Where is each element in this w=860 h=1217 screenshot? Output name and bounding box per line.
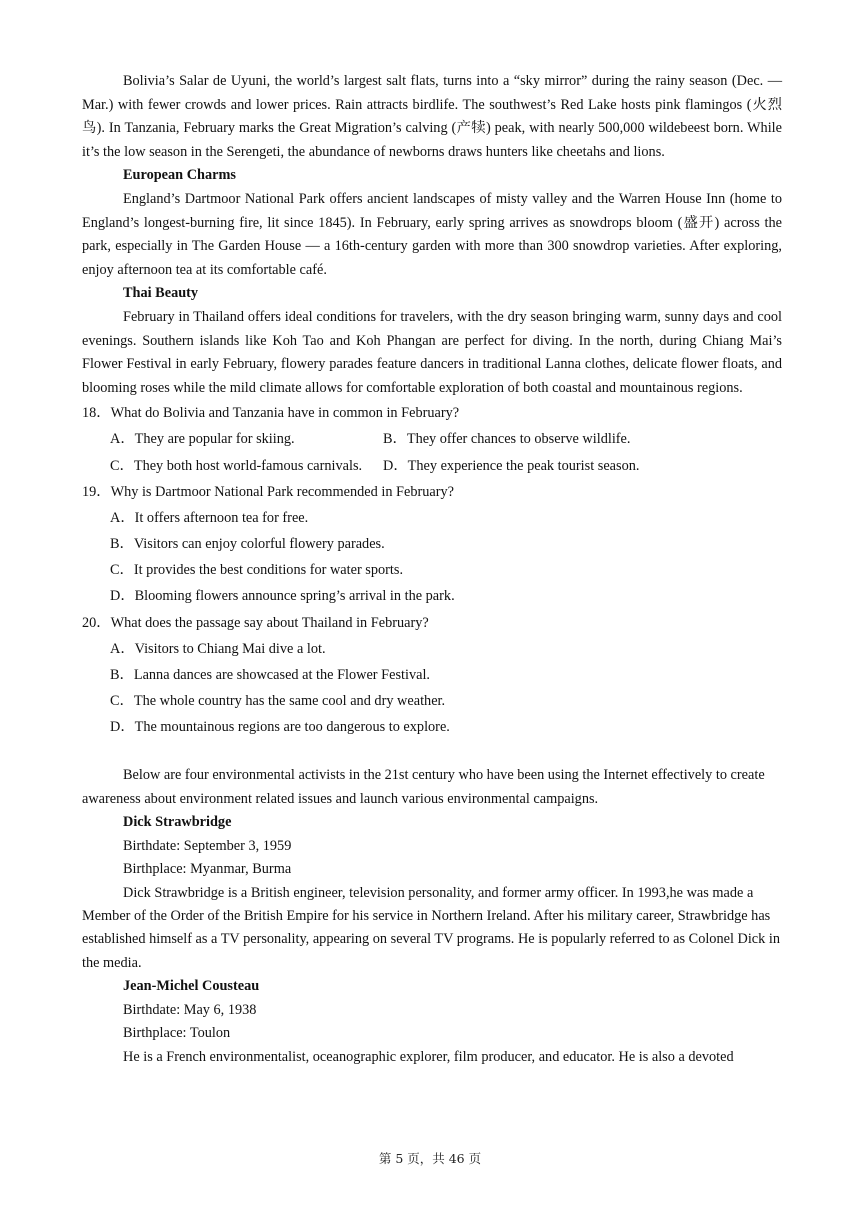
passage-paragraph: England’s Dartmoor National Park offers ancient landscapes of misty valley and the Warren House Inn (home to England’s longest-burning fire, lit since 1845). In February, early spring arrives as snowdrops bloom (盛开) across the park, especially in The Garden House — a 16th-century garden with more than 300 snowdrop varieties. After exploring, enjoy afternoon tea at its comfortable café.: [82, 190, 782, 278]
person-birthplace: Birthplace: Myanmar, Burma: [123, 861, 292, 878]
option-b: B．They offer chances to observe wildlife.: [383, 431, 631, 448]
person-birthdate: Birthdate: May 6, 1938: [123, 1001, 257, 1018]
option-a: A．Visitors to Chiang Mai dive a lot.: [110, 640, 326, 657]
option-c: C．The whole country has the same cool and dry weather.: [110, 692, 446, 709]
question-18-options-row: [110, 426, 782, 452]
person-description: He is a French environmentalist, oceanographic explorer, film producer, and educator. He is also a devoted: [123, 1048, 734, 1065]
passage-paragraph: February in Thailand offers ideal conditions for travelers, with the dry season bringing warm, sunny days and cool evenings. Southern islands like Koh Tao and Koh Phangan are perfect for diving. In the north, during Chiang Mai’s Flower Festival in early February, flowery parades feature dancers in traditional Lanna clothes, delicate flower floats, and blooming roses while the mild climate allows for comfortable exploration of both coastal and mountainous regions.: [82, 308, 782, 396]
passage-paragraph: Bolivia’s Salar de Uyuni, the world’s largest salt flats, turns into a “sky mirror” during the rainy season (Dec. — Mar.) with fewer crowds and lower prices. Rain attracts birdlife. The southwest’s Red Lake hosts pink flamingos (火烈鸟). In Tanzania, February marks the Great Migration’s calving (产犊) peak, with nearly 500,000 wildebeest born. While it’s the low season in the Serengeti, the abundance of newborns draws hunters like cheetahs and lions.: [82, 73, 782, 160]
option-c: C．It provides the best conditions for water sports.: [110, 562, 404, 579]
page-footer: 第 5 页，共 46 页: [378, 1151, 482, 1166]
page-content: [82, 70, 782, 1069]
passage-intro: Below are four environmental activists in the 21st century who have been using the Internet effectively to create awareness about environment related issues and launch various environmental campaigns.: [82, 767, 765, 807]
person-name: Dick Strawbridge: [123, 814, 232, 831]
option-a: A．It offers afternoon tea for free.: [110, 509, 309, 526]
question-18-stem: 18．What do Bolivia and Tanzania have in common in February?: [82, 405, 460, 422]
option-b: B．Visitors can enjoy colorful flowery parades.: [110, 535, 385, 552]
option-c: C．They both host world-famous carnivals.: [110, 457, 363, 474]
option-d: D．Blooming flowers announce spring’s arrival in the park.: [110, 588, 455, 605]
section-gap: [82, 740, 782, 764]
person-birthplace: Birthplace: Toulon: [123, 1025, 231, 1042]
option-a: A．They are popular for skiing.: [110, 431, 295, 448]
question-19-stem: 19．Why is Dartmoor National Park recommended in February?: [82, 483, 455, 500]
section-heading: European Charms: [123, 167, 236, 184]
person-birthdate: Birthdate: September 3, 1959: [123, 837, 292, 854]
question-18-options-row: [110, 453, 782, 479]
person-name: Jean-Michel Cousteau: [123, 978, 260, 995]
option-d: D．The mountainous regions are too dangerous to explore.: [110, 719, 450, 736]
question-20-stem: 20．What does the passage say about Thailand in February?: [82, 614, 429, 631]
section-heading: Thai Beauty: [123, 285, 199, 302]
person-description: Dick Strawbridge is a British engineer, television personality, and former army officer. In 1993,he was made a Member of the Order of the British Empire for his service in Northern Ireland. After his military career, Strawbridge has established himself as a TV personality, appearing on several TV programs. He is popularly referred to as Colonel Dick in the media.: [82, 884, 780, 971]
option-d: D．They experience the peak tourist season.: [383, 457, 640, 474]
option-b: B．Lanna dances are showcased at the Flower Festival.: [110, 666, 430, 683]
